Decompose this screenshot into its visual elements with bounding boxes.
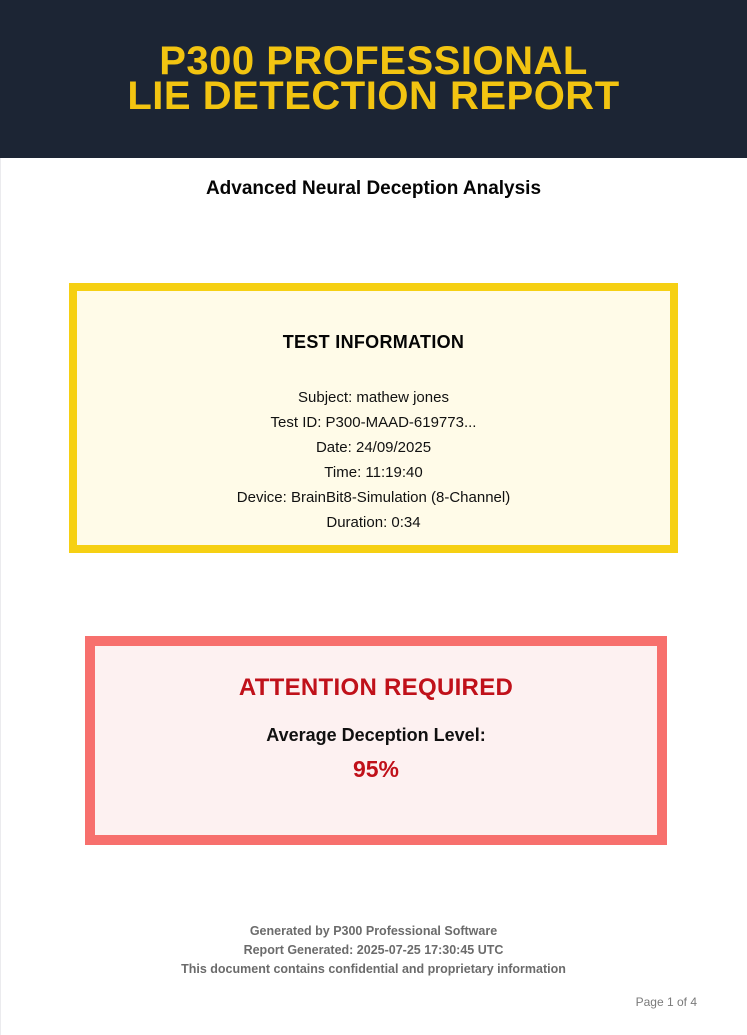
report-title	[127, 39, 620, 118]
deception-level-label: Average Deception Level:	[266, 725, 486, 745]
test-information-lines	[77, 385, 670, 535]
deception-level-value: 95%	[352, 756, 400, 782]
report-header	[0, 0, 747, 158]
report-title-line2: LIE DETECTION REPORT	[127, 74, 620, 118]
page-indicator: Page 1 of 4	[635, 995, 697, 1009]
report-subtitle: Advanced Neural Deception Analysis	[205, 178, 542, 199]
attention-required-box	[85, 636, 667, 845]
time-line: Time: 11:19:40	[324, 464, 423, 481]
subject-line: Subject: mathew jones	[298, 389, 449, 406]
test-information-heading: TEST INFORMATION	[282, 332, 465, 352]
duration-line: Duration: 0:34	[326, 514, 421, 531]
report-title-line1: P300 PROFESSIONAL	[159, 39, 588, 83]
date-line: Date: 24/09/2025	[315, 439, 432, 456]
footer-generated-timestamp: Report Generated: 2025-07-25 17:30:45 UTC	[243, 943, 504, 957]
test-information-box	[69, 283, 678, 553]
test-id-line: Test ID: P300-MAAD-619773...	[270, 414, 477, 431]
footer-confidential-notice: This document contains confidential and proprietary information	[181, 962, 566, 976]
attention-heading: ATTENTION REQUIRED	[238, 674, 514, 701]
footer-generated-by: Generated by P300 Professional Software	[249, 924, 498, 938]
device-line: Device: BrainBit8-Simulation (8-Channel)	[236, 489, 511, 506]
report-footer	[0, 922, 747, 979]
